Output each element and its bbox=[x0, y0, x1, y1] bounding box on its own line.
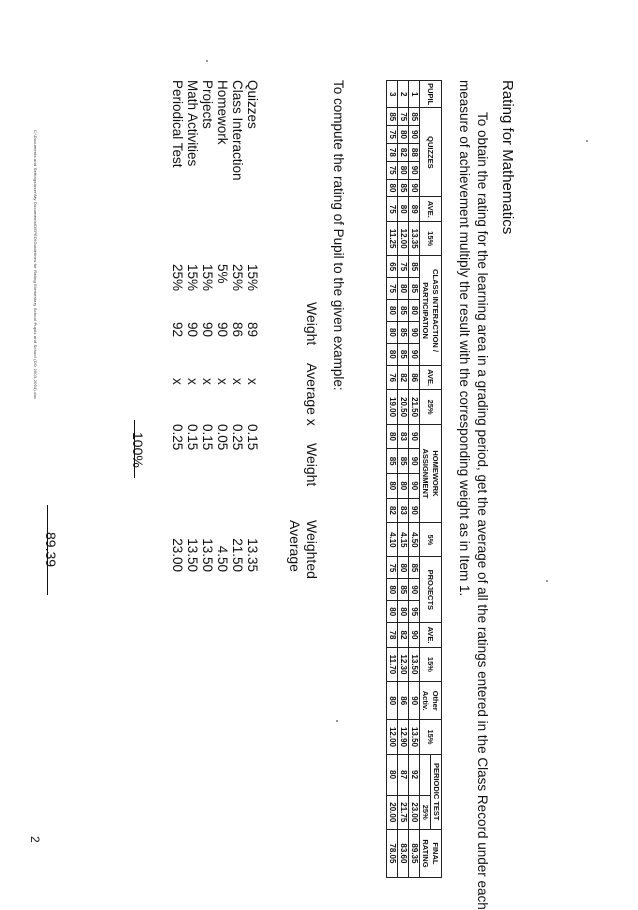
quiz-score: 85 bbox=[387, 108, 398, 126]
multiply-sign: x bbox=[215, 378, 230, 385]
periodic-score: 87 bbox=[398, 754, 409, 795]
intro-line-1: To obtain the rating for the learning area in a grading period, get the average of all the ratings entered in the Class Record under each bbox=[475, 112, 490, 910]
quiz-average: 89 bbox=[409, 197, 420, 222]
quiz-score: 90 bbox=[409, 161, 420, 179]
multiply-sign: x bbox=[170, 378, 185, 385]
project-score: 95 bbox=[409, 601, 420, 623]
header-average: Average bbox=[287, 520, 303, 572]
quiz-weighted: 11.25 bbox=[387, 222, 398, 256]
quiz-weighted: 13.35 bbox=[409, 222, 420, 256]
hw-weighted: 4.10 bbox=[387, 523, 398, 557]
periodic-weighted: 23.00 bbox=[409, 795, 420, 829]
project-weighted: 11.70 bbox=[387, 647, 398, 681]
header-15pct-b: 15% bbox=[420, 647, 442, 681]
table-header-row bbox=[431, 81, 442, 878]
project-average: 82 bbox=[398, 623, 409, 648]
item-result: 13.50 bbox=[185, 538, 200, 572]
ci-score: 85 bbox=[409, 278, 420, 300]
item-average: 89 bbox=[245, 322, 260, 338]
item-factor: 0.25 bbox=[230, 424, 245, 451]
item-name: Periodical Test bbox=[170, 80, 185, 168]
ci-score: 80 bbox=[398, 278, 409, 300]
final-rating: 89.35 bbox=[409, 829, 420, 877]
table-row bbox=[387, 81, 398, 878]
quiz-score: 90 bbox=[409, 179, 420, 197]
table-row bbox=[409, 81, 420, 878]
ci-weighted: 20.50 bbox=[398, 390, 409, 424]
project-score: 80 bbox=[398, 601, 409, 623]
header-weight-2: Weight bbox=[304, 443, 320, 487]
header-25pct: 25% bbox=[420, 390, 442, 424]
other-weighted: 13.50 bbox=[409, 720, 420, 754]
header-other-activities: Other Activ. bbox=[420, 682, 442, 720]
ci-score: 80 bbox=[409, 300, 420, 322]
ci-score: 90 bbox=[409, 343, 420, 365]
item-factor: 0.15 bbox=[185, 424, 200, 451]
hw-score: 80 bbox=[387, 424, 398, 449]
other-average: 86 bbox=[398, 682, 409, 720]
periodic-score: 80 bbox=[387, 754, 398, 795]
compute-instruction: To compute the rating of Pupil to the given example: bbox=[331, 80, 346, 391]
header-ave-2: AVE. bbox=[420, 365, 442, 390]
periodic-weighted: 21.75 bbox=[398, 795, 409, 829]
hw-score: 82 bbox=[387, 498, 398, 523]
header-homework: HOMEWORK ASSIGNMENT bbox=[420, 424, 442, 523]
quiz-score: 78 bbox=[387, 143, 398, 161]
project-score: 75 bbox=[387, 557, 398, 579]
quiz-score: 75 bbox=[387, 126, 398, 144]
class-record-table bbox=[386, 80, 442, 878]
item-average: 90 bbox=[215, 322, 230, 338]
project-score: 80 bbox=[387, 601, 398, 623]
final-rating: 83.60 bbox=[398, 829, 409, 877]
quiz-score: 90 bbox=[409, 126, 420, 144]
item-factor: 0.25 bbox=[170, 424, 185, 451]
page-number: 2 bbox=[28, 836, 42, 843]
item-factor: 0.05 bbox=[215, 424, 230, 451]
item-weight: 5% bbox=[215, 264, 230, 284]
header-ave: AVE. bbox=[420, 197, 442, 222]
pupil-cell: 3 bbox=[387, 81, 398, 108]
hw-score: 90 bbox=[409, 473, 420, 498]
project-score: 80 bbox=[387, 579, 398, 601]
hw-weighted: 4.50 bbox=[409, 523, 420, 557]
multiply-sign: x bbox=[200, 378, 215, 385]
quiz-weighted: 12.00 bbox=[398, 222, 409, 256]
item-weight: 15% bbox=[185, 264, 200, 292]
scan-speck bbox=[586, 140, 588, 142]
item-factor: 0.15 bbox=[245, 424, 260, 451]
header-5pct: 5% bbox=[420, 523, 442, 557]
project-weighted: 13.50 bbox=[409, 647, 420, 681]
project-score: 90 bbox=[409, 579, 420, 601]
periodic-score: 92 bbox=[409, 754, 420, 795]
item-name: Homework bbox=[215, 80, 230, 145]
item-result: 21.50 bbox=[230, 538, 245, 572]
item-name: Math Activities bbox=[185, 80, 200, 167]
project-average: 78 bbox=[387, 623, 398, 648]
total-weight: 100% bbox=[130, 432, 146, 468]
item-average: 92 bbox=[170, 322, 185, 338]
total-result: 89.39 bbox=[43, 532, 59, 568]
header-average-x: Average x bbox=[304, 363, 320, 426]
hw-score: 90 bbox=[409, 449, 420, 474]
quiz-score: 88 bbox=[409, 143, 420, 161]
scan-speck bbox=[546, 580, 548, 582]
item-name: Projects bbox=[200, 80, 215, 129]
item-result: 13.35 bbox=[245, 538, 260, 572]
pupil-cell: 2 bbox=[398, 81, 409, 108]
item-factor: 0.15 bbox=[200, 424, 215, 451]
multiply-sign: x bbox=[230, 378, 245, 385]
ci-score: 75 bbox=[398, 256, 409, 278]
item-name: Quizzes bbox=[245, 80, 260, 129]
header-periodic-blank bbox=[420, 754, 431, 795]
file-path-footer: C:\Documents and Settings\user\My Documents\DEPED\Guidelines for Rating Elementary School Pupils and School (DO 2003-2004).doc bbox=[33, 130, 38, 400]
table-row bbox=[398, 81, 409, 878]
quiz-score: 82 bbox=[398, 143, 409, 161]
ci-average: 82 bbox=[398, 365, 409, 390]
quiz-score: 85 bbox=[409, 108, 420, 126]
item-weight: 25% bbox=[230, 264, 245, 292]
header-final-rating: FINAL RATING bbox=[420, 829, 442, 877]
quiz-score: 80 bbox=[398, 161, 409, 179]
pupil-cell: 1 bbox=[409, 81, 420, 108]
other-average: 90 bbox=[409, 682, 420, 720]
header-projects: PROJECTS bbox=[420, 557, 442, 623]
item-result: 23.00 bbox=[170, 538, 185, 572]
other-average: 80 bbox=[387, 682, 398, 720]
hw-weighted: 4.15 bbox=[398, 523, 409, 557]
item-weight: 15% bbox=[200, 264, 215, 292]
header-periodic-test: PERIODIC TEST bbox=[431, 754, 442, 829]
other-weighted: 12.90 bbox=[398, 720, 409, 754]
ci-score: 65 bbox=[387, 256, 398, 278]
project-score: 85 bbox=[409, 557, 420, 579]
project-average: 90 bbox=[409, 623, 420, 648]
item-weight: 15% bbox=[245, 264, 260, 292]
ci-average: 86 bbox=[409, 365, 420, 390]
quiz-score: 85 bbox=[398, 179, 409, 197]
hw-score: 90 bbox=[409, 498, 420, 523]
ci-weighted: 21.50 bbox=[409, 390, 420, 424]
ci-score: 85 bbox=[398, 343, 409, 365]
quiz-score: 75 bbox=[387, 161, 398, 179]
intro-line-2: measure of achievement multiply the result with the corresponding weight as in Item 1. bbox=[457, 80, 472, 597]
ci-weighted: 19.00 bbox=[387, 390, 398, 424]
hw-score: 85 bbox=[398, 449, 409, 474]
item-average: 90 bbox=[200, 322, 215, 338]
item-average: 86 bbox=[230, 322, 245, 338]
ci-score: 80 bbox=[387, 321, 398, 343]
ci-score: 75 bbox=[387, 278, 398, 300]
quiz-score: 80 bbox=[398, 126, 409, 144]
hw-score: 83 bbox=[398, 498, 409, 523]
project-score: 85 bbox=[398, 579, 409, 601]
ci-score: 90 bbox=[409, 321, 420, 343]
project-score: 80 bbox=[398, 557, 409, 579]
item-result: 13.50 bbox=[200, 538, 215, 572]
quiz-score: 80 bbox=[387, 179, 398, 197]
project-weighted: 12.30 bbox=[398, 647, 409, 681]
scan-speck bbox=[336, 720, 338, 722]
hw-score: 90 bbox=[409, 424, 420, 449]
quiz-average: 80 bbox=[398, 197, 409, 222]
header-class-interaction: CLASS INTERACTION / PARTICIPATION bbox=[420, 256, 442, 366]
item-result: 4.50 bbox=[215, 545, 230, 572]
header-15pct-c: 15% bbox=[420, 720, 442, 754]
item-name: Class Interaction bbox=[230, 80, 245, 181]
ci-score: 80 bbox=[387, 343, 398, 365]
header-25pct-b: 25% bbox=[420, 795, 431, 829]
quiz-score: 75 bbox=[398, 108, 409, 126]
scan-speck bbox=[206, 60, 208, 62]
item-weight: 25% bbox=[170, 264, 185, 292]
final-rating: 78.05 bbox=[387, 829, 398, 877]
header-weight: Weight bbox=[304, 302, 320, 346]
hw-score: 80 bbox=[398, 473, 409, 498]
ci-score: 85 bbox=[398, 300, 409, 322]
ci-score: 85 bbox=[409, 256, 420, 278]
page-heading: Rating for Mathematics bbox=[499, 80, 516, 235]
header-pupil: PUPIL bbox=[420, 81, 442, 108]
multiply-sign: x bbox=[245, 378, 260, 385]
header-ave-3: AVE. bbox=[420, 623, 442, 648]
header-quizzes: QUIZZES bbox=[420, 108, 442, 197]
header-weighted: Weighted bbox=[304, 520, 320, 579]
hw-score: 80 bbox=[387, 473, 398, 498]
ci-score: 85 bbox=[398, 321, 409, 343]
periodic-weighted: 20.00 bbox=[387, 795, 398, 829]
ci-score: 80 bbox=[387, 300, 398, 322]
quiz-average: 75 bbox=[387, 197, 398, 222]
hw-score: 85 bbox=[387, 449, 398, 474]
item-average: 90 bbox=[185, 322, 200, 338]
hw-score: 83 bbox=[398, 424, 409, 449]
multiply-sign: x bbox=[185, 378, 200, 385]
other-weighted: 12.00 bbox=[387, 720, 398, 754]
header-15pct: 15% bbox=[420, 222, 442, 256]
ci-average: 76 bbox=[387, 365, 398, 390]
